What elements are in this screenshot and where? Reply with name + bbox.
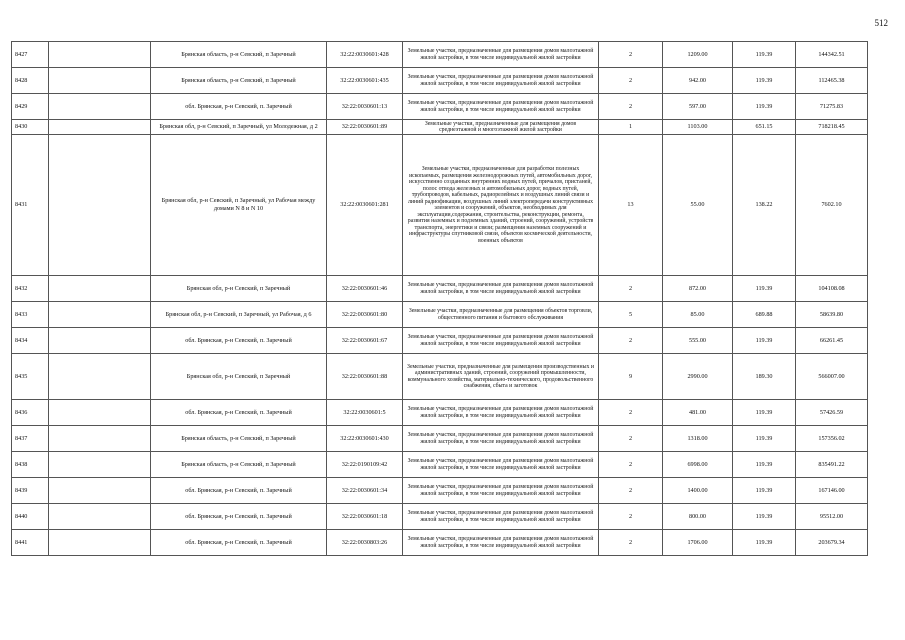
- cadastral-number-cell: 32:22:0190109:42: [327, 452, 403, 478]
- specific-value-cell: 119.39: [733, 94, 796, 120]
- specific-value-cell: 651.15: [733, 120, 796, 135]
- address-cell: Брянская обл, р-н Севский, п Заречный, ул Молодежная, д 2: [151, 120, 327, 135]
- cadastral-value-cell: 835491.22: [796, 452, 868, 478]
- specific-value-cell: 119.39: [733, 452, 796, 478]
- land-purpose-cell: Земельные участки, предназначенные для размещения домов среднеэтажной и многоэтажной жилой застройки: [403, 120, 599, 135]
- cadastral-number-cell: 32:22:0030601:281: [327, 135, 403, 276]
- empty-cell: [49, 42, 151, 68]
- cadastral-number-cell: 32:22:0030601:80: [327, 302, 403, 328]
- table-row: [12, 354, 868, 400]
- table-row: [12, 276, 868, 302]
- empty-cell: [49, 302, 151, 328]
- table-body: [12, 42, 868, 556]
- address-cell: Брянская область, р-н Севский, п Заречный: [151, 426, 327, 452]
- area-cell: 1400.00: [663, 478, 733, 504]
- table-row: [12, 42, 868, 68]
- cadastral-value-cell: 58639.80: [796, 302, 868, 328]
- area-cell: 1706.00: [663, 530, 733, 556]
- table-row: [12, 530, 868, 556]
- land-purpose-cell: Земельные участки, предназначенные для размещения домов малоэтажной жилой застройки, в том числе индивидуальной жилой застройки: [403, 400, 599, 426]
- cadastral-value-table: [11, 41, 868, 556]
- group-number-cell: 2: [599, 328, 663, 354]
- specific-value-cell: 119.39: [733, 276, 796, 302]
- cadastral-number-cell: 32:22:0030601:18: [327, 504, 403, 530]
- cadastral-number-cell: 32:22:0030601:46: [327, 276, 403, 302]
- table-row: [12, 94, 868, 120]
- area-cell: 1318.00: [663, 426, 733, 452]
- cadastral-value-cell: 112465.38: [796, 68, 868, 94]
- cadastral-number-cell: 32:22:0030601:67: [327, 328, 403, 354]
- area-cell: 555.00: [663, 328, 733, 354]
- row-number: 8427: [12, 42, 49, 68]
- cadastral-value-cell: 144342.51: [796, 42, 868, 68]
- empty-cell: [49, 94, 151, 120]
- area-cell: 481.00: [663, 400, 733, 426]
- cadastral-value-cell: 566007.00: [796, 354, 868, 400]
- table-row: [12, 328, 868, 354]
- row-number: 8438: [12, 452, 49, 478]
- empty-cell: [49, 478, 151, 504]
- area-cell: 1103.00: [663, 120, 733, 135]
- group-number-cell: 2: [599, 400, 663, 426]
- table-row: [12, 68, 868, 94]
- specific-value-cell: 119.39: [733, 426, 796, 452]
- group-number-cell: 2: [599, 276, 663, 302]
- cadastral-value-cell: 203679.34: [796, 530, 868, 556]
- land-purpose-cell: Земельные участки, предназначенные для размещения домов малоэтажной жилой застройки, в том числе индивидуальной жилой застройки: [403, 530, 599, 556]
- land-purpose-cell: Земельные участки, предназначенные для размещения домов малоэтажной жилой застройки, в том числе индивидуальной жилой застройки: [403, 426, 599, 452]
- row-number: 8435: [12, 354, 49, 400]
- group-number-cell: 2: [599, 452, 663, 478]
- area-cell: 800.00: [663, 504, 733, 530]
- address-cell: обл. Брянская, р-н Севский, п. Заречный: [151, 400, 327, 426]
- empty-cell: [49, 452, 151, 478]
- land-purpose-cell: Земельные участки, предназначенные для размещения домов малоэтажной жилой застройки, в том числе индивидуальной жилой застройки: [403, 94, 599, 120]
- cadastral-value-cell: 7602.10: [796, 135, 868, 276]
- specific-value-cell: 119.39: [733, 68, 796, 94]
- cadastral-value-cell: 718218.45: [796, 120, 868, 135]
- table-row: [12, 504, 868, 530]
- address-cell: Брянская обл, р-н Севский, п Заречный, ул Рабочая между домами N 8 и N 10: [151, 135, 327, 276]
- row-number: 8432: [12, 276, 49, 302]
- empty-cell: [49, 530, 151, 556]
- specific-value-cell: 689.88: [733, 302, 796, 328]
- cadastral-number-cell: 32:22:0030601:13: [327, 94, 403, 120]
- empty-cell: [49, 354, 151, 400]
- area-cell: 942.00: [663, 68, 733, 94]
- group-number-cell: 1: [599, 120, 663, 135]
- land-purpose-cell: Земельные участки, предназначенные для размещения домов малоэтажной жилой застройки, в том числе индивидуальной жилой застройки: [403, 452, 599, 478]
- cadastral-number-cell: 32:22:0030601:428: [327, 42, 403, 68]
- row-number: 8436: [12, 400, 49, 426]
- cadastral-value-cell: 66261.45: [796, 328, 868, 354]
- row-number: 8434: [12, 328, 49, 354]
- address-cell: обл. Брянская, р-н Севский, п. Заречный: [151, 530, 327, 556]
- group-number-cell: 2: [599, 478, 663, 504]
- row-number: 8440: [12, 504, 49, 530]
- cadastral-number-cell: 32:22:0030803:26: [327, 530, 403, 556]
- group-number-cell: 2: [599, 68, 663, 94]
- empty-cell: [49, 276, 151, 302]
- address-cell: Брянская область, р-н Севский, п Заречный: [151, 68, 327, 94]
- group-number-cell: 5: [599, 302, 663, 328]
- specific-value-cell: 119.39: [733, 42, 796, 68]
- cadastral-value-cell: 71275.83: [796, 94, 868, 120]
- table-row: [12, 478, 868, 504]
- empty-cell: [49, 328, 151, 354]
- row-number: 8433: [12, 302, 49, 328]
- specific-value-cell: 119.39: [733, 328, 796, 354]
- row-number: 8439: [12, 478, 49, 504]
- area-cell: 6998.00: [663, 452, 733, 478]
- row-number: 8431: [12, 135, 49, 276]
- row-number: 8430: [12, 120, 49, 135]
- address-cell: Брянская обл, р-н Севский, п Заречный, ул Рабочая, д 6: [151, 302, 327, 328]
- land-purpose-cell: Земельные участки, предназначенные для размещения объектов торговли, общественного питания и бытового обслуживания: [403, 302, 599, 328]
- area-cell: 2990.00: [663, 354, 733, 400]
- specific-value-cell: 138.22: [733, 135, 796, 276]
- table-row: [12, 302, 868, 328]
- cadastral-number-cell: 32:22:0030601:5: [327, 400, 403, 426]
- area-cell: 597.00: [663, 94, 733, 120]
- area-cell: 1209.00: [663, 42, 733, 68]
- cadastral-number-cell: 32:22:0030601:88: [327, 354, 403, 400]
- cadastral-value-cell: 157356.02: [796, 426, 868, 452]
- address-cell: Брянская обл, р-н Севский, п Заречный: [151, 276, 327, 302]
- cadastral-number-cell: 32:22:0030601:435: [327, 68, 403, 94]
- specific-value-cell: 119.39: [733, 400, 796, 426]
- table-row: [12, 400, 868, 426]
- table-row: [12, 426, 868, 452]
- address-cell: Брянская область, р-н Севский, п Заречный: [151, 452, 327, 478]
- group-number-cell: 2: [599, 42, 663, 68]
- land-purpose-cell: Земельные участки, предназначенные для размещения домов малоэтажной жилой застройки, в том числе индивидуальной жилой застройки: [403, 478, 599, 504]
- empty-cell: [49, 400, 151, 426]
- row-number: 8437: [12, 426, 49, 452]
- cadastral-value-cell: 104108.08: [796, 276, 868, 302]
- table-row: [12, 120, 868, 135]
- specific-value-cell: 119.39: [733, 478, 796, 504]
- land-purpose-cell: Земельные участки, предназначенные для разработки полезных ископаемых, размещения железнодорожных путей, автомобильных дорог, искусственно созданных внутренних водных путей, причалов, пристаней, полос отвода железных и автомобильных дорог, водных путей, трубопроводов, кабельных, радиорелейных и воздушных линий связи и линий радиофикации, воздушных линий электропередачи конструктивных элементов и сооружений, объектов, необходимых для эксплуатации,содержания, строительства, реконструкции, ремонта, развития наземных и подземных зданий, строений, сооружений, устройств транспорта, энергетики и связи; размещения наземных сооружений и инфраструктуры спутниковой связи, объектов космической деятельности, военных объектов: [403, 135, 599, 276]
- specific-value-cell: 119.39: [733, 504, 796, 530]
- empty-cell: [49, 426, 151, 452]
- row-number: 8441: [12, 530, 49, 556]
- row-number: 8428: [12, 68, 49, 94]
- empty-cell: [49, 120, 151, 135]
- group-number-cell: 13: [599, 135, 663, 276]
- specific-value-cell: 189.30: [733, 354, 796, 400]
- cadastral-value-cell: 95512.00: [796, 504, 868, 530]
- group-number-cell: 2: [599, 94, 663, 120]
- cadastral-value-cell: 167146.00: [796, 478, 868, 504]
- empty-cell: [49, 504, 151, 530]
- page-number: 512: [874, 18, 888, 28]
- cadastral-number-cell: 32:22:0030601:430: [327, 426, 403, 452]
- address-cell: Брянская обл, р-н Севский, п Заречный: [151, 354, 327, 400]
- empty-cell: [49, 68, 151, 94]
- empty-cell: [49, 135, 151, 276]
- address-cell: обл. Брянская, р-н Севский, п. Заречный: [151, 94, 327, 120]
- land-purpose-cell: Земельные участки, предназначенные для размещения домов малоэтажной жилой застройки, в том числе индивидуальной жилой застройки: [403, 68, 599, 94]
- land-purpose-cell: Земельные участки, предназначенные для размещения домов малоэтажной жилой застройки, в том числе индивидуальной жилой застройки: [403, 42, 599, 68]
- specific-value-cell: 119.39: [733, 530, 796, 556]
- cadastral-value-cell: 57426.59: [796, 400, 868, 426]
- address-cell: обл. Брянская, р-н Севский, п. Заречный: [151, 478, 327, 504]
- address-cell: Брянская область, р-н Севский, п Заречный: [151, 42, 327, 68]
- area-cell: 55.00: [663, 135, 733, 276]
- group-number-cell: 2: [599, 426, 663, 452]
- cadastral-number-cell: 32:22:0030601:34: [327, 478, 403, 504]
- table-row: [12, 135, 868, 276]
- row-number: 8429: [12, 94, 49, 120]
- area-cell: 872.00: [663, 276, 733, 302]
- address-cell: обл. Брянская, р-н Севский, п. Заречный: [151, 328, 327, 354]
- cadastral-number-cell: 32:22:0030601:89: [327, 120, 403, 135]
- group-number-cell: 9: [599, 354, 663, 400]
- address-cell: обл. Брянская, р-н Севский, п. Заречный: [151, 504, 327, 530]
- land-purpose-cell: Земельные участки, предназначенные для размещения домов малоэтажной жилой застройки, в том числе индивидуальной жилой застройки: [403, 504, 599, 530]
- table-row: [12, 452, 868, 478]
- group-number-cell: 2: [599, 504, 663, 530]
- land-purpose-cell: Земельные участки, предназначенные для размещения производственных и административных зданий, строений, сооружений промышленности, коммунального хозяйства, материально-технического, продовольственного снабжения, сбыта и заготовок: [403, 354, 599, 400]
- land-purpose-cell: Земельные участки, предназначенные для размещения домов малоэтажной жилой застройки, в том числе индивидуальной жилой застройки: [403, 328, 599, 354]
- area-cell: 85.00: [663, 302, 733, 328]
- group-number-cell: 2: [599, 530, 663, 556]
- land-purpose-cell: Земельные участки, предназначенные для размещения домов малоэтажной жилой застройки, в том числе индивидуальной жилой застройки: [403, 276, 599, 302]
